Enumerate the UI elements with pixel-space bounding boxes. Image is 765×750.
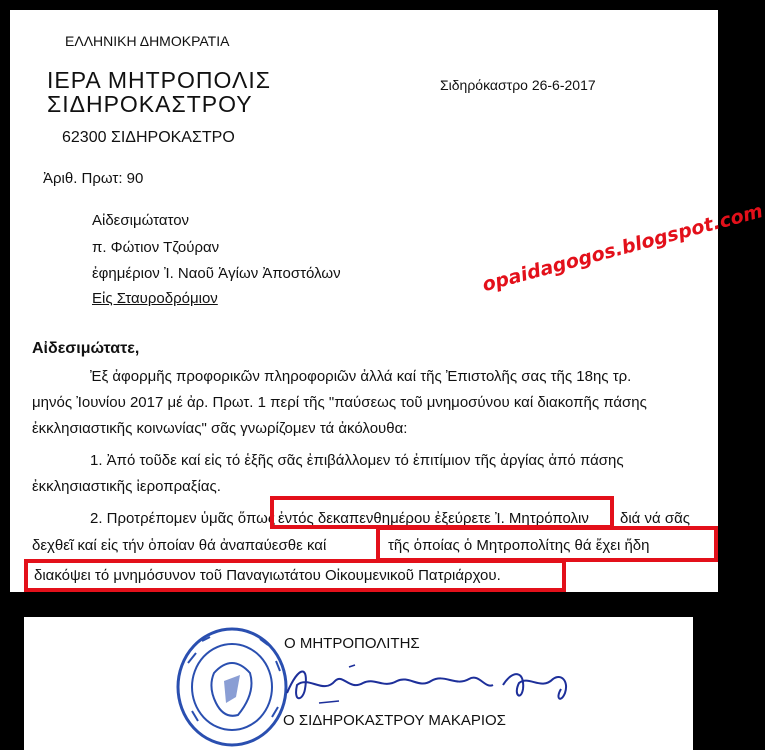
metropolis-seal-icon	[174, 623, 289, 748]
highlight-box-2	[376, 526, 718, 562]
protocol-number: Ἀριθ. Πρωτ: 90	[43, 170, 144, 187]
address-line2: π. Φώτιον Τζούραν	[92, 239, 220, 256]
body-p1-line1: Ἐξ ἀφορμῆς προφορικῶν πληροφοριῶν ἀλλά καί τῆς Ἐπιστολῆς σας τῆς 18ης τρ.	[90, 368, 632, 385]
letter-date: Σιδηρόκαστρο 26-6-2017	[440, 77, 596, 93]
body-p2-line2: ἐκκλησιαστικῆς ἱεροπραξίας.	[32, 478, 221, 495]
letter-document	[10, 10, 765, 592]
body-p3-line2a: δεχθεῖ καί εἰς τήν ὁποίαν θά ἀναπαύεσθε καί	[32, 537, 327, 554]
salutation: Αἰδεσιμώτατε,	[32, 340, 140, 357]
body-p3-line1a: 2. Προτρέπομεν ὑμᾶς ὅπως	[90, 510, 276, 527]
body-p1-line3: ἐκκλησιαστικῆς κοινωνίας" σᾶς γνωρίζομεν τά ἀκόλουθα:	[32, 420, 408, 437]
address-line4: Εἰς Σταυροδρόμιον	[92, 290, 218, 307]
body-p3-line1b: ἐντός δεκαπενθημέρου ἐξεύρετε Ἰ. Μητρόπολιν	[278, 510, 589, 527]
body-p3-line1c: διά νά σᾶς	[620, 510, 691, 527]
header-metropolis-line1: ΙΕΡΑ ΜΗΤΡΟΠΟΛΙΣ	[47, 67, 271, 93]
header-zip-city: 62300 ΣΙΔΗΡΟΚΑΣΤΡΟ	[62, 129, 235, 146]
body-p3-line3: διακόψει τό μνημόσυνον τοῦ Παναγιωτάτου Οἰκουμενικοῦ Πατριάρχου.	[34, 567, 501, 584]
signature-name: Ο ΣΙΔΗΡΟΚΑΣΤΡΟΥ ΜΑΚΑΡΙΟΣ	[283, 712, 506, 729]
blog-watermark: opaidagogos.blogspot.com	[480, 200, 765, 297]
body-p1-line2: μηνός Ἰουνίου 2017 μέ ἀρ. Πρωτ. 1 περί τῆς "παύσεως τοῦ μνημοσύνου καί διακοπῆς πάσης	[32, 394, 647, 411]
highlight-box-1	[270, 496, 614, 529]
signature-title: Ο ΜΗΤΡΟΠΟΛΙΤΗΣ	[284, 635, 420, 652]
address-line1: Αἰδεσιμώτατον	[92, 212, 190, 229]
signature-panel	[24, 617, 693, 750]
header-state: ΕΛΛΗΝΙΚΗ ΔΗΜΟΚΡΑΤΙΑ	[65, 33, 230, 49]
handwritten-signature-icon	[279, 655, 579, 715]
body-p3-line2b: τῆς ὁποίας ὁ Μητροπολίτης θά ἔχει ἤδη	[388, 537, 650, 554]
body-p2-line1: 1. Ἀπό τοῦδε καί εἰς τό ἑξῆς σᾶς ἐπιβάλλομεν τό ἐπιτίμιον τῆς ἀργίας ἀπό πάσης	[90, 452, 624, 469]
address-line3: ἐφημέριον Ἰ. Ναοῦ Ἁγίων Ἀποστόλων	[92, 265, 341, 282]
header-metropolis-line2: ΣΙΔΗΡΟΚΑΣΤΡΟΥ	[47, 91, 253, 117]
highlight-box-3	[24, 559, 566, 592]
